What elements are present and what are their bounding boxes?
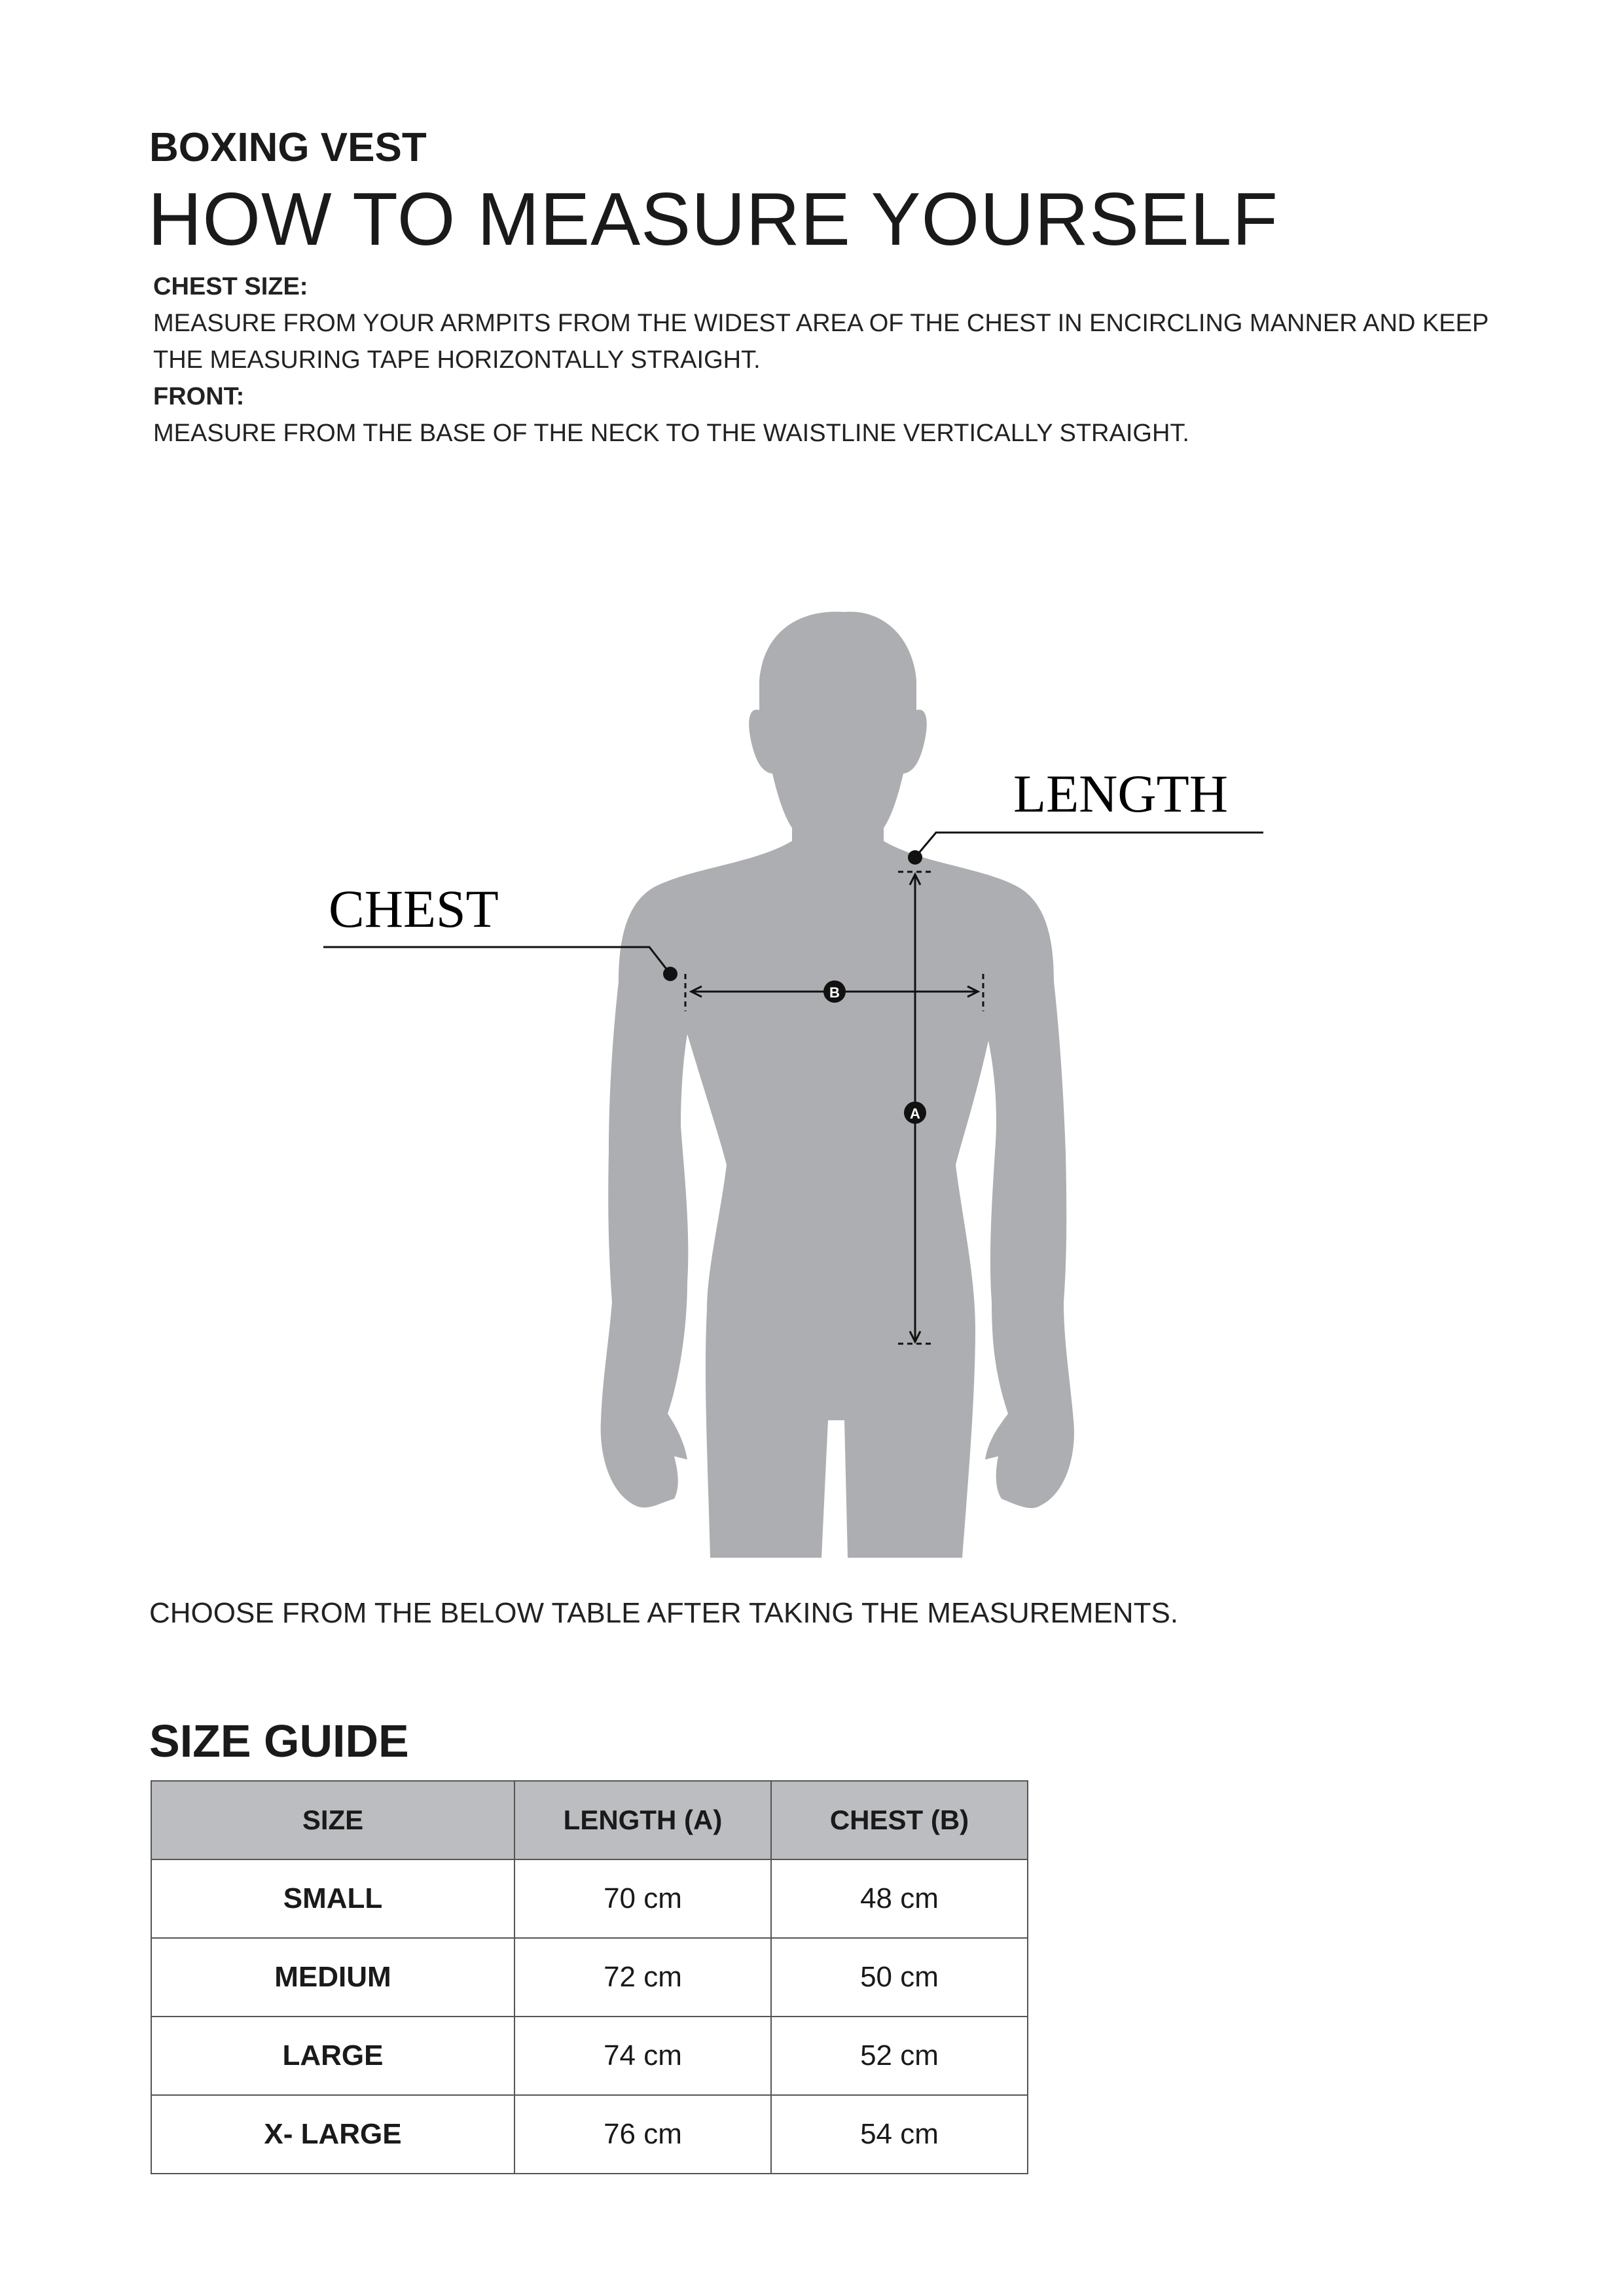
chest-cell: 52 cm: [771, 2017, 1028, 2095]
length-cell: 70 cm: [514, 1859, 771, 1938]
table-row: [151, 1938, 1028, 2017]
chest-size-heading: CHEST SIZE:: [153, 273, 308, 300]
body-silhouette: [601, 612, 1074, 1558]
table-header-row: [151, 1781, 1028, 1859]
product-name: BOXING VEST: [149, 125, 427, 170]
svg-text:A: A: [910, 1105, 920, 1122]
length-cell: 74 cm: [514, 2017, 771, 2095]
size-cell: SMALL: [151, 1859, 514, 1938]
size-cell: X- LARGE: [151, 2095, 514, 2174]
header-chest: CHEST (B): [771, 1781, 1028, 1859]
chest-cell: 50 cm: [771, 1938, 1028, 2017]
table-row: [151, 2095, 1028, 2174]
svg-text:B: B: [829, 984, 840, 1001]
marker-a: [904, 1102, 926, 1124]
table-row: [151, 1859, 1028, 1938]
size-cell: MEDIUM: [151, 1938, 514, 2017]
chest-label: CHEST: [329, 879, 499, 939]
front-text: MEASURE FROM THE BASE OF THE NECK TO THE WAISTLINE VERTICALLY STRAIGHT.: [153, 420, 1189, 447]
size-guide-title: SIZE GUIDE: [149, 1715, 409, 1767]
size-cell: LARGE: [151, 2017, 514, 2095]
chest-cell: 48 cm: [771, 1859, 1028, 1938]
chest-size-text-line2: THE MEASURING TAPE HORIZONTALLY STRAIGHT.: [153, 346, 761, 374]
page-title: HOW TO MEASURE YOURSELF: [148, 178, 1278, 261]
front-heading: FRONT:: [153, 383, 245, 410]
chest-cell: 54 cm: [771, 2095, 1028, 2174]
table-row: [151, 2017, 1028, 2095]
body-measurement-figure: [0, 589, 1624, 1584]
length-cell: 72 cm: [514, 1938, 771, 2017]
header-length: LENGTH (A): [514, 1781, 771, 1859]
choose-instruction: CHOOSE FROM THE BELOW TABLE AFTER TAKING THE MEASUREMENTS.: [149, 1597, 1179, 1629]
instructions: [153, 268, 1561, 452]
length-cell: 76 cm: [514, 2095, 771, 2174]
header-size: SIZE: [151, 1781, 514, 1859]
chest-size-text-line1: MEASURE FROM YOUR ARMPITS FROM THE WIDEST AREA OF THE CHEST IN ENCIRCLING MANNER AND KEEP: [153, 310, 1489, 337]
length-label: LENGTH: [1013, 764, 1228, 823]
length-point-marker: [908, 850, 922, 865]
chest-point-marker: [663, 967, 677, 981]
size-guide-table: [151, 1780, 1028, 2174]
marker-b: [823, 980, 846, 1003]
